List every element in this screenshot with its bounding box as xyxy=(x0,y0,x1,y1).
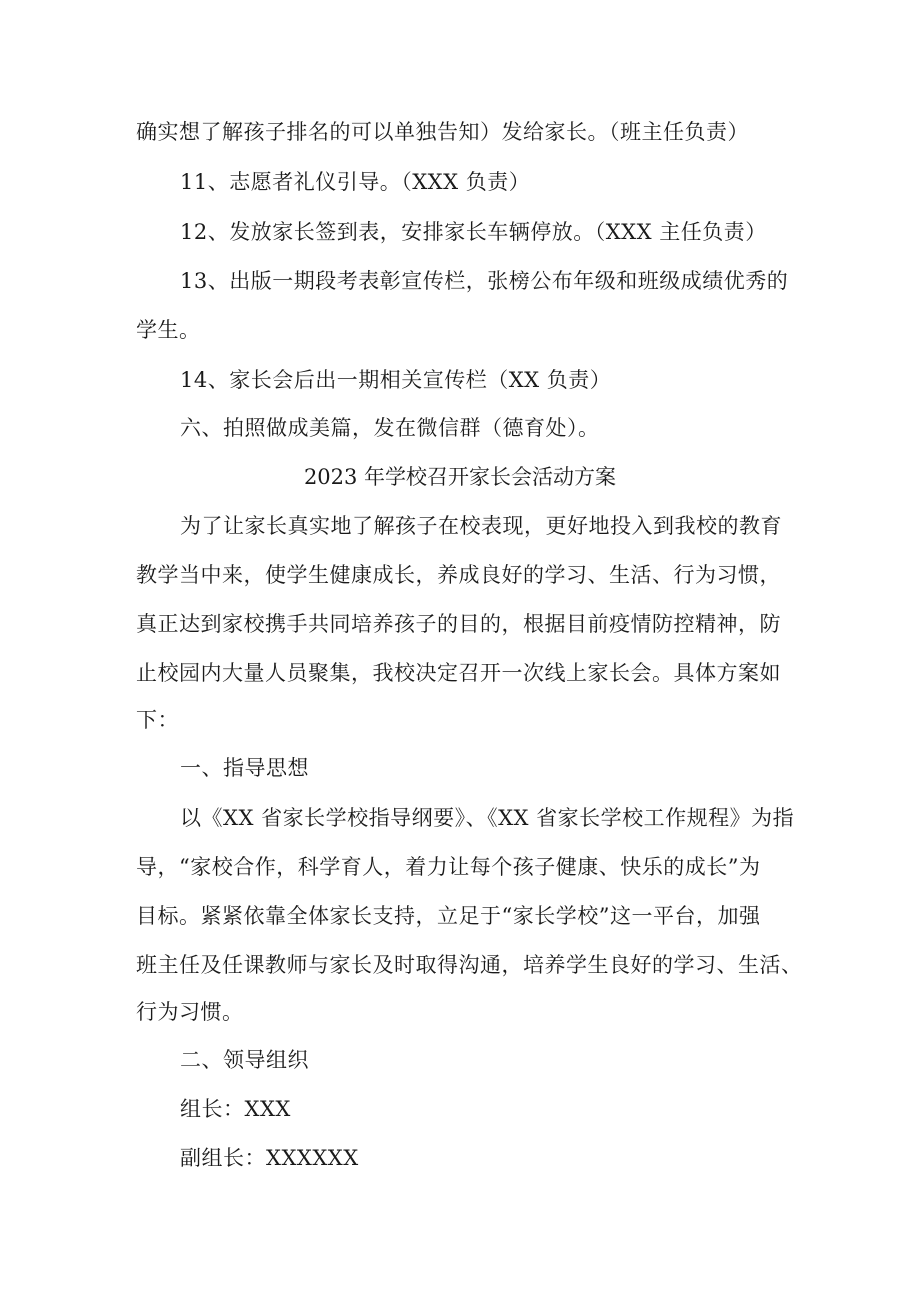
text-line: 12、发放家长签到表，安排家长车辆停放。（XXX 主任负责） xyxy=(180,220,767,244)
intro-line: 为了让家长真实地了解孩子在校表现，更好地投入到我校的教育 xyxy=(180,514,782,538)
intro-line: 真正达到家校携手共同培养孩子的目的，根据目前疫情防控精神，防 xyxy=(136,612,781,636)
text-line: 学生。 xyxy=(136,318,201,342)
section-line: 目标。紧紧依靠全体家长支持，立足于“家长学校”这一平台，加强 xyxy=(136,904,761,928)
text-line: 13、出版一期段考表彰宣传栏，张榜公布年级和班级成绩优秀的 xyxy=(180,269,789,293)
text-line: 确实想了解孩子排名的可以单独告知）发给家长。（班主任负责） xyxy=(136,120,749,144)
intro-line: 止校园内大量人员聚集，我校决定召开一次线上家长会。具体方案如 xyxy=(136,661,781,685)
text-line: 11、志愿者礼仪引导。（XXX 负责） xyxy=(180,170,531,194)
section-line: 以《XX 省家长学校指导纲要》、《XX 省家长学校工作规程》为指 xyxy=(180,806,795,830)
section-line: 班主任及任课教师与家长及时取得沟通，培养学生良好的学习、生活、 xyxy=(136,953,803,977)
section-line: 行为习惯。 xyxy=(136,1000,244,1024)
text-line: 14、家长会后出一期相关宣传栏（XX 负责） xyxy=(180,368,612,392)
vice-leader-line: 副组长：XXXXXX xyxy=(180,1146,359,1170)
section-line: 导，“家校合作，科学育人，着力让每个孩子健康、快乐的成长”为 xyxy=(136,855,761,879)
text-line: 六、拍照做成美篇，发在微信群（德育处）。 xyxy=(180,416,600,440)
intro-line: 下： xyxy=(136,708,179,732)
section-heading: 一、指导思想 xyxy=(180,756,309,780)
intro-line: 教学当中来，使学生健康成长，养成良好的学习、生活、行为习惯， xyxy=(136,563,781,587)
leader-line: 组长：XXX xyxy=(180,1097,291,1121)
document-title: 2023 年学校召开家长会活动方案 xyxy=(303,465,617,489)
section-heading: 二、领导组织 xyxy=(180,1048,309,1072)
